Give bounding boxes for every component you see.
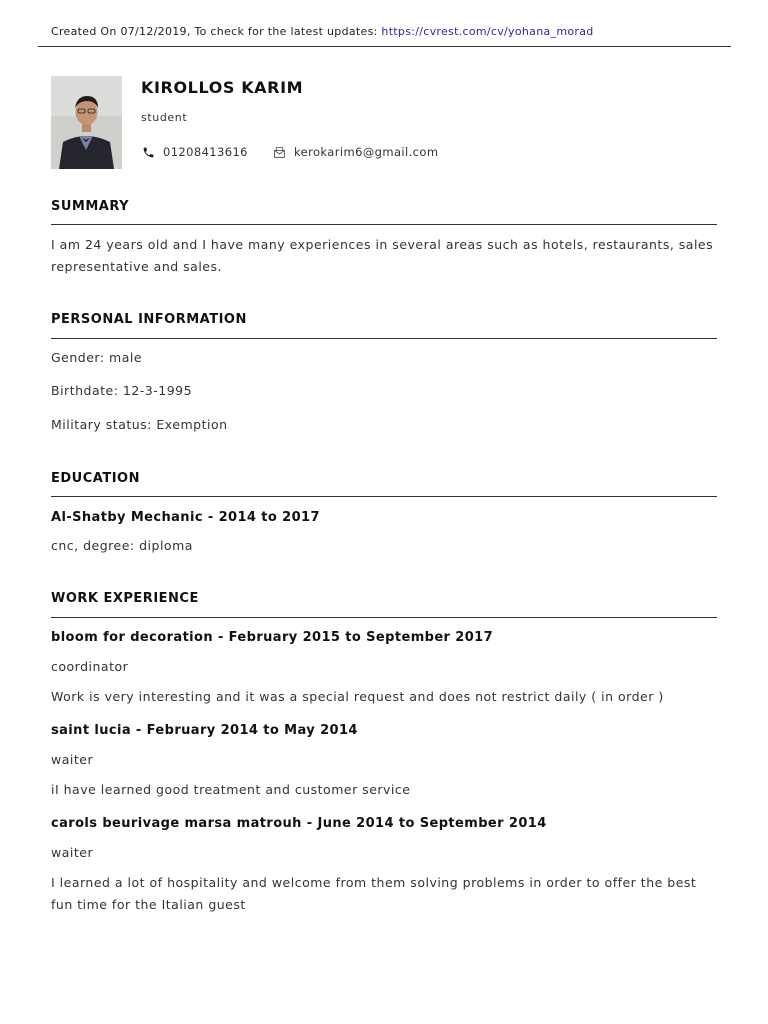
birthdate-line: Birthdate: 12-3-1995 (51, 383, 193, 398)
job-role: waiter (51, 845, 94, 860)
phone-number: 01208413616 (163, 145, 248, 159)
summary-heading: SUMMARY (51, 199, 130, 214)
job-description: Work is very interesting and it was a special request and does not restrict daily ( in order ) (51, 689, 664, 704)
header-divider (38, 46, 731, 47)
phone-icon (141, 145, 155, 159)
education-heading: EDUCATION (51, 471, 140, 486)
work-heading: WORK EXPERIENCE (51, 591, 199, 606)
phone-contact (141, 145, 248, 159)
gender-line: Gender: male (51, 350, 143, 365)
job-description: I learned a lot of hospitality and welcome from them solving problems in order to offer the best fun time for the Italian guest (51, 875, 697, 912)
military-line: Military status: Exemption (51, 417, 228, 432)
education-divider (51, 496, 717, 497)
update-note (51, 25, 594, 38)
job-description: iI have learned good treatment and customer service (51, 782, 411, 797)
personal-divider (51, 338, 717, 339)
job-role: waiter (51, 752, 94, 767)
profile-title: student (141, 111, 188, 124)
cv-link[interactable]: https://cvrest.com/cv/yohana_morad (381, 25, 594, 38)
job-title: bloom for decoration - February 2015 to September 2017 (51, 630, 494, 645)
envelope-icon (272, 145, 286, 159)
profile-name: KIROLLOS KARIM (141, 78, 304, 97)
job-title: carols beurivage marsa matrouh - June 2014 to September 2014 (51, 816, 547, 831)
work-divider (51, 617, 717, 618)
personal-heading: PERSONAL INFORMATION (51, 312, 247, 327)
job-title: saint lucia - February 2014 to May 2014 (51, 723, 358, 738)
summary-divider (51, 224, 717, 225)
education-title: Al-Shatby Mechanic - 2014 to 2017 (51, 510, 320, 525)
email-contact (272, 145, 438, 159)
email-address: kerokarim6@gmail.com (294, 145, 439, 159)
education-detail: cnc, degree: diploma (51, 538, 193, 553)
job-role: coordinator (51, 659, 129, 674)
summary-text: I am 24 years old and I have many experiences in several areas such as hotels, restaurants, sales representative and sales. (51, 237, 714, 274)
update-note-text: Created On 07/12/2019, To check for the latest updates: (51, 25, 382, 38)
profile-photo (51, 76, 122, 169)
